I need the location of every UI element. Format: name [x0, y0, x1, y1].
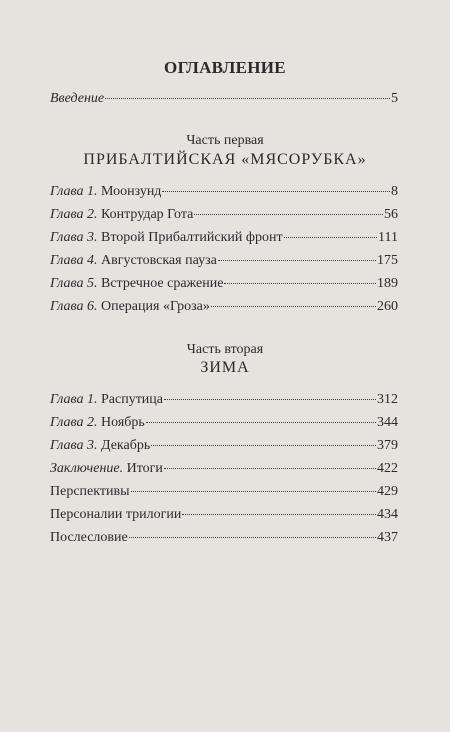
toc-entry-page: 189 — [377, 276, 398, 291]
toc-entry-page: 5 — [391, 91, 398, 106]
toc-entry — [50, 528, 398, 548]
toc-entry-prefix: Глава 5. — [50, 276, 98, 291]
toc-entry-title: Встречное сражение — [100, 276, 224, 291]
toc-entry — [50, 251, 398, 271]
dot-leader — [105, 98, 390, 99]
toc-entry-title: Распутица — [100, 392, 164, 407]
toc-entry-title: Ноябрь — [100, 415, 145, 430]
toc-entry-title: Моонзунд — [100, 184, 162, 199]
toc-entry — [50, 205, 398, 225]
toc-entry — [50, 390, 398, 410]
toc-entry — [50, 358, 398, 378]
toc-entry-prefix: Глава 6. — [50, 299, 98, 314]
toc-entry — [50, 459, 398, 479]
dot-leader — [129, 537, 376, 538]
toc-entry-prefix: Глава 1. — [50, 392, 98, 407]
dot-leader — [162, 191, 390, 192]
toc-entry-prefix: Глава 2. — [50, 415, 98, 430]
toc-entry-prefix: Глава 3. — [50, 438, 98, 453]
toc-entry — [50, 297, 398, 317]
toc-entry-title: Перспективы — [50, 484, 130, 499]
toc-entry-page: 56 — [384, 207, 398, 222]
dot-leader — [164, 468, 376, 469]
dot-leader — [131, 491, 377, 492]
part-two-label: Часть вторая — [186, 342, 264, 357]
toc-entry — [50, 413, 398, 433]
toc-entry-title: Послесловие — [50, 530, 128, 545]
toc-entry — [50, 228, 398, 248]
toc-heading: ОГЛАВЛЕНИЕ — [164, 58, 286, 77]
toc-entry-title: Декабрь — [100, 438, 151, 453]
toc-entry — [50, 436, 398, 456]
toc-entry-title: Итоги — [126, 461, 163, 476]
toc-entry-title: Операция «Гроза» — [100, 299, 210, 314]
dot-leader — [224, 283, 376, 284]
toc-entry-page: 429 — [377, 484, 398, 499]
toc-entry-title: Второй Прибалтийский фронт — [100, 230, 283, 245]
toc-entry-page: 379 — [377, 438, 398, 453]
dot-leader — [284, 237, 377, 238]
toc-entry-intro — [50, 89, 398, 109]
toc-entry-title: Контрудар Гота — [100, 207, 194, 222]
part-one-title: ПРИБАЛТИЙСКАЯ «МЯСОРУБКА» — [83, 151, 367, 168]
dot-leader — [211, 306, 376, 307]
toc-entry-title: Персоналии трилогии — [50, 507, 182, 522]
toc-entry-title: Августовская пауза — [100, 253, 217, 268]
toc-entry-prefix: Глава 4. — [50, 253, 98, 268]
toc-entry-page: 344 — [377, 415, 398, 430]
toc-entry-prefix: Введение — [50, 91, 105, 106]
toc-entry — [50, 505, 398, 525]
dot-leader — [146, 422, 376, 423]
part-two-title: ЗИМА — [200, 359, 250, 376]
toc-entry-page: 422 — [377, 461, 398, 476]
toc-entry-page: 111 — [378, 230, 398, 245]
toc-entry-page: 260 — [377, 299, 398, 314]
dot-leader — [194, 214, 383, 215]
toc-entry — [50, 274, 398, 294]
dot-leader — [218, 260, 376, 261]
toc-entry — [50, 482, 398, 502]
toc-entry-prefix: Заключение. — [50, 461, 124, 476]
dot-leader — [164, 399, 376, 400]
toc-entry-page: 175 — [377, 253, 398, 268]
toc-entry — [50, 182, 398, 202]
toc-entry-page: 8 — [391, 184, 398, 199]
part-one-label: Часть первая — [186, 133, 264, 148]
toc-entry-prefix: Глава 3. — [50, 230, 98, 245]
toc-entry-page: 434 — [377, 507, 398, 522]
toc-entry-page: 437 — [377, 530, 398, 545]
toc-entry-page: 312 — [377, 392, 398, 407]
dot-leader — [151, 445, 376, 446]
toc-entry-prefix: Глава 2. — [50, 207, 98, 222]
dot-leader — [182, 514, 376, 515]
toc-entry-prefix: Глава 1. — [50, 184, 98, 199]
